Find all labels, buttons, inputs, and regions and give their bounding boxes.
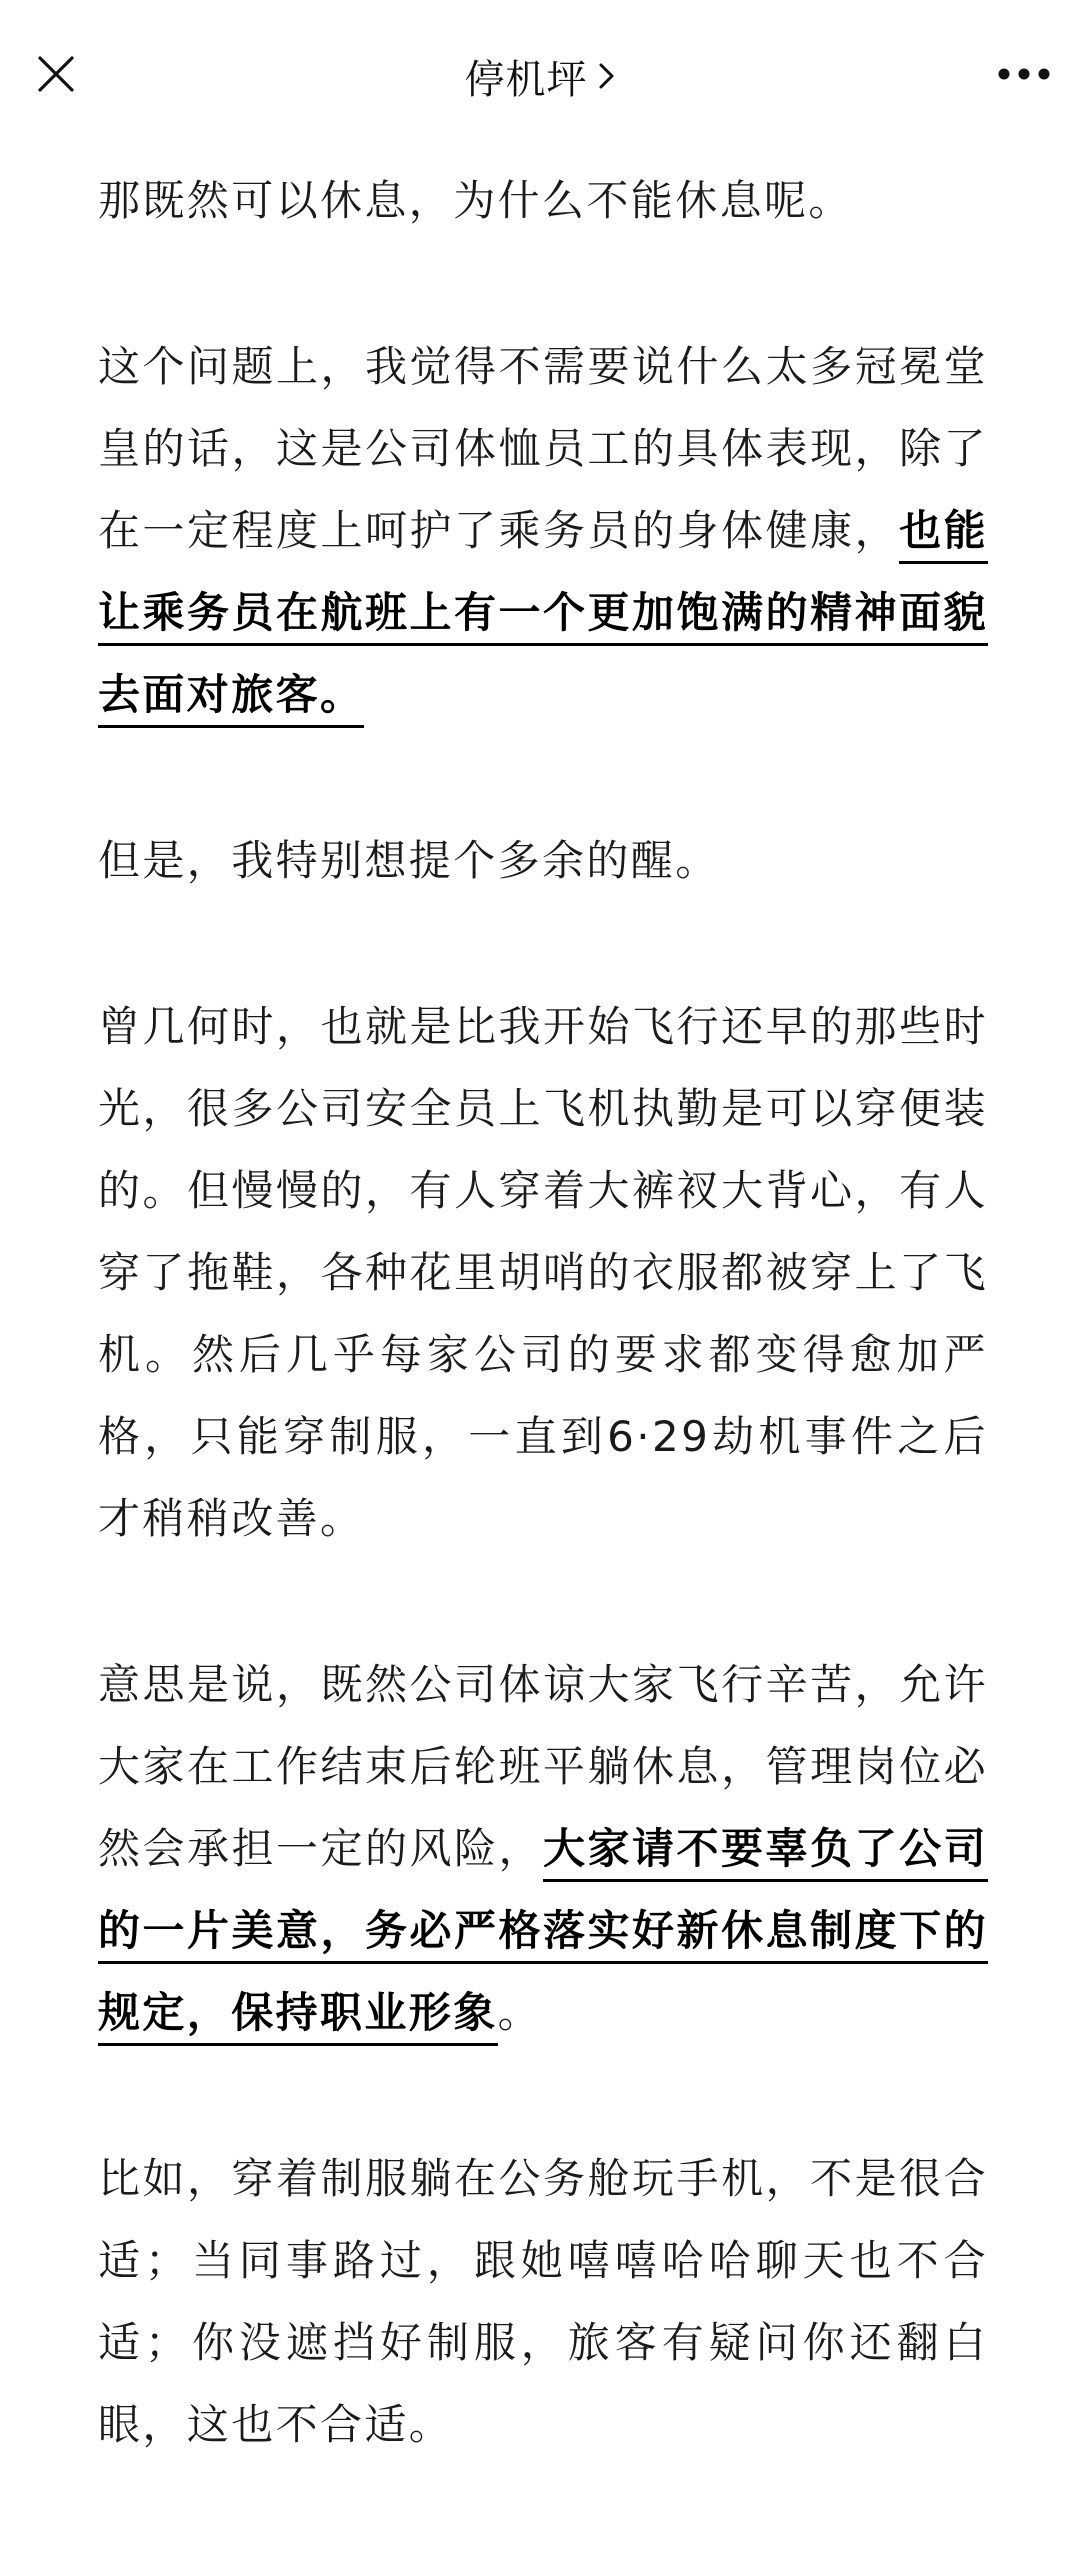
article-body <box>98 160 988 2550</box>
paragraph-5-end: 。 <box>497 1988 543 2037</box>
paragraph-2 <box>98 326 988 736</box>
paragraph-2-highlight: 也能让乘务员在航班上有一个更加饱满的精神面貌去面对旅客。 <box>98 506 988 728</box>
paragraph-5-text: 意思是说，既然公司体谅大家飞行辛苦，允许大家在工作结束后轮班平躺休息，管理岗位必然会承担一定的风险， <box>98 1660 988 1873</box>
paragraph-3: 但是，我特别想提个多余的醒。 <box>98 836 720 885</box>
paragraph-1: 那既然可以休息，为什么不能休息呢。 <box>98 176 853 225</box>
page-title: 停机坪 <box>464 56 588 103</box>
header-title-container <box>0 46 1080 106</box>
more-horizontal-icon <box>997 67 1051 81</box>
chevron-right-icon <box>598 61 616 91</box>
more-options-button[interactable] <box>992 46 1056 102</box>
paragraph-4: 曾几何时，也就是比我开始飞行还早的那些时光，很多公司安全员上飞机执勤是可以穿便装的。但慢慢的，有人穿着大裤衩大背心，有人穿了拖鞋，各种花里胡哨的衣服都被穿上了飞机。然后几乎每家公司的要求都变得愈加严格，只能穿制服，一直到6·29劫机事件之后才稍稍改善。 <box>98 1002 988 1543</box>
paragraph-5 <box>98 1644 988 2054</box>
paragraph-2-text: 这个问题上，我觉得不需要说什么太多冠冕堂皇的话，这是公司体恤员工的具体表现，除了在一定程度上呵护了乘务员的身体健康， <box>98 342 988 555</box>
paragraph-6: 比如，穿着制服躺在公务舱玩手机，不是很合适；当同事路过，跟她嘻嘻哈哈聊天也不合适；你没遮挡好制服，旅客有疑问你还翻白眼，这也不合适。 <box>98 2154 988 2449</box>
account-title-button[interactable] <box>465 48 616 105</box>
paragraph-5-highlight: 大家请不要辜负了公司的一片美意，务必严格落实好新休息制度下的规定，保持职业形象 <box>98 1824 988 2046</box>
top-bar <box>0 0 1080 148</box>
